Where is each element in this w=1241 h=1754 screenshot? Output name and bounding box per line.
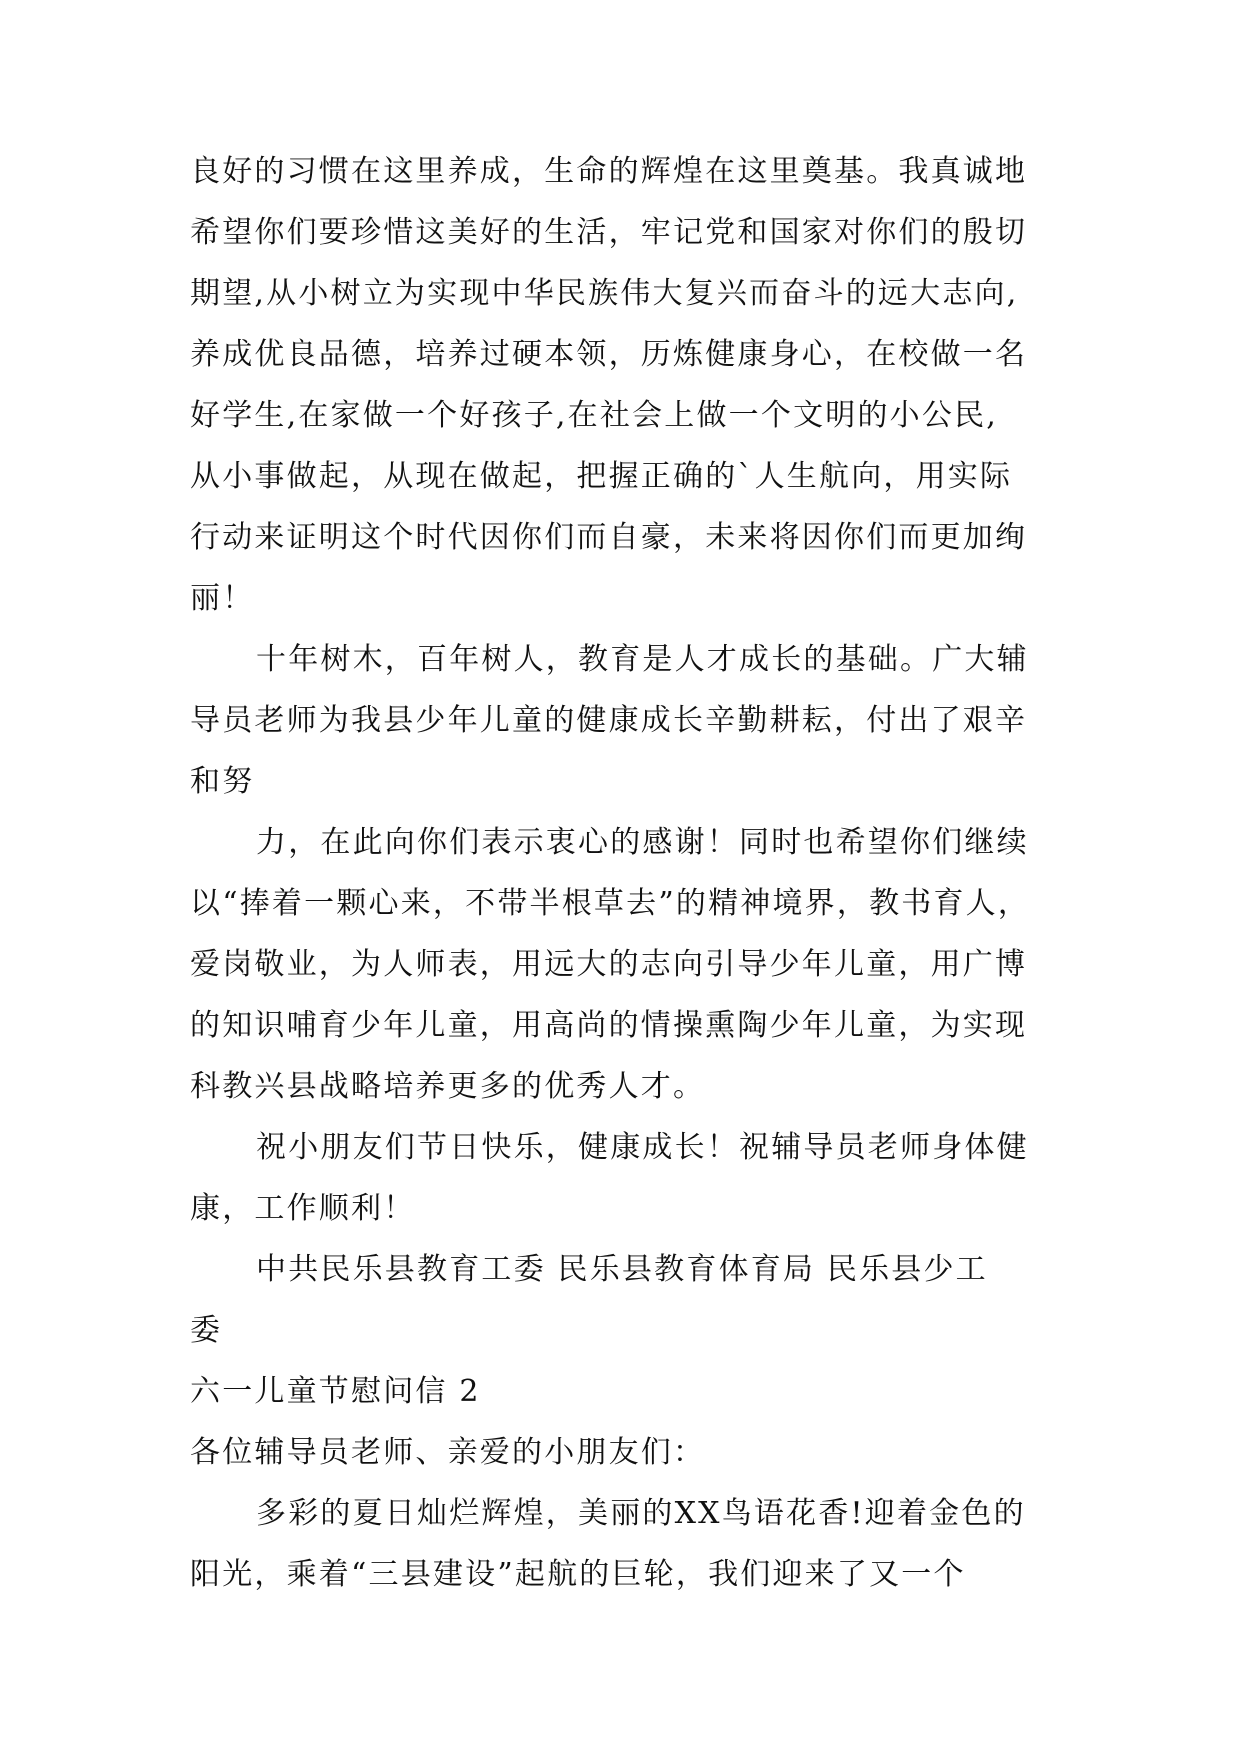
text-line: 科教兴县战略培养更多的优秀人才。 bbox=[190, 1069, 706, 1104]
text-line: 阳光，乘着“三县建设”起航的巨轮，我们迎来了又一个 bbox=[190, 1557, 966, 1592]
text-line: 好学生,在家做一个好孩子,在社会上做一个文明的小公民, bbox=[190, 398, 999, 433]
text-line: 的知识哺育少年儿童，用高尚的情操熏陶少年儿童，为实现 bbox=[190, 1008, 1028, 1043]
text-line: 康，工作顺利！ bbox=[190, 1191, 416, 1226]
salutation: 各位辅导员老师、亲爱的小朋友们： bbox=[190, 1435, 706, 1470]
paragraph-first-line: 力，在此向你们表示衷心的感谢！同时也希望你们继续 bbox=[256, 825, 1029, 860]
text-line: 期望,从小树立为实现中华民族伟大复兴而奋斗的远大志向, bbox=[190, 276, 1019, 311]
paragraph-first-line: 十年树木，百年树人，教育是人才成长的基础。广大辅 bbox=[256, 642, 1029, 677]
text-line: 导员老师为我县少年儿童的健康成长辛勤耕耘，付出了艰辛 bbox=[190, 703, 1028, 738]
text-line: 以“捧着一颗心来，不带半根草去”的精神境界，教书育人， bbox=[190, 886, 1031, 921]
text-line: 行动来证明这个时代因你们而自豪，未来将因你们而更加绚 bbox=[190, 520, 1028, 555]
paragraph-first-line: 祝小朋友们节日快乐，健康成长！祝辅导员老师身体健 bbox=[256, 1130, 1029, 1165]
section-title: 六一儿童节慰问信 2 bbox=[190, 1374, 481, 1409]
signature-line: 委 bbox=[190, 1313, 223, 1348]
text-line: 良好的习惯在这里养成，生命的辉煌在这里奠基。我真诚地 bbox=[190, 154, 1028, 189]
text-line: 和努 bbox=[190, 764, 255, 799]
paragraph-first-line: 多彩的夏日灿烂辉煌，美丽的XX鸟语花香!迎着金色的 bbox=[256, 1496, 1026, 1531]
text-line: 爱岗敬业，为人师表，用远大的志向引导少年儿童，用广博 bbox=[190, 947, 1028, 982]
text-line: 从小事做起，从现在做起，把握正确的`人生航向，用实际 bbox=[190, 459, 1013, 494]
text-line: 养成优良品德，培养过硬本领，历炼健康身心，在校做一名 bbox=[190, 337, 1028, 372]
text-line: 希望你们要珍惜这美好的生活，牢记党和国家对你们的殷切 bbox=[190, 215, 1028, 250]
text-line: 丽！ bbox=[190, 581, 255, 616]
signature-line: 中共民乐县教育工委 民乐县教育体育局 民乐县少工 bbox=[256, 1252, 988, 1287]
